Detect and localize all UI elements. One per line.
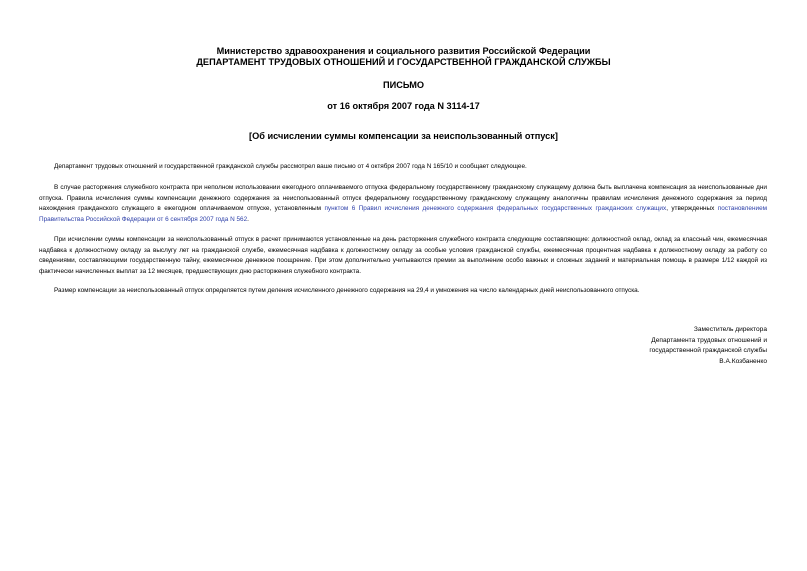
document-type: ПИСЬМО	[382, 80, 425, 90]
paragraph-1: Департамент трудовых отношений и государственной гражданской службы рассмотрел ваше письмо от 4 октября 2007 года N 165/10 и сообщает следующее.	[54, 163, 527, 170]
paragraph-2-text-a: В случае расторжения служебного контракта при неполном использовании ежегодного оплачиваемого отпуска федеральному государственному гражданскому служащему должна быть выплачена компенсация за неиспользованные дни отпуска. Правила исчисления суммы компенсации денежного содержания за неиспользованный отпуск федеральному государственному гражданскому служащему аналогичны правилам исчисления денежного содержания за период нахождения гражданского служащего в ежегодном оплачиваемом отпуске, установленным	[39, 184, 767, 213]
signature-department-line2: государственной гражданской службы	[649, 347, 767, 355]
link-government-decree[interactable]: постановлением Правительства Российской Федерации от 6 сентября 2007 года N 562	[39, 205, 768, 224]
department-title: ДЕПАРТАМЕНТ ТРУДОВЫХ ОТНОШЕНИЙ И ГОСУДАРСТВЕННОЙ ГРАЖДАНСКОЙ СЛУЖБЫ	[196, 57, 611, 67]
signature-name: В.А.Козбаненко	[719, 357, 767, 365]
signature-position: Заместитель директора	[693, 326, 767, 333]
document-date-number: от 16 октября 2007 года N 3114-17	[327, 101, 480, 111]
paragraph-4: Размер компенсации за неиспользованный отпуск определяется путем деления исчисленного денежного содержания на 29,4 и умножения на число календарных дней неиспользованного отпуска.	[54, 287, 640, 294]
link-rules-point-6[interactable]: пунктом 6 Правил исчисления денежного содержания федеральных государственных гражданских служащих	[324, 205, 667, 213]
paragraph-2-text-b: , утвержденных	[666, 205, 715, 213]
ministry-title: Министерство здравоохранения и социального развития Российской Федерации	[216, 46, 591, 56]
paragraph-2-text-c: .	[247, 216, 249, 224]
paragraph-3: При исчислении суммы компенсации за неиспользованный отпуск в расчет принимаются установленные на день расторжения служебного контракта следующие составляющие: должностной оклад, оклад за классный чин, ежемесячная надбавка к должностному окладу за выслугу лет на гражданской службе, ежемесячная надбавка к должностному окладу за особые условия гражданской службы, ежемесячная процентная надбавка к должностному окладу за работу со сведениями, составляющими государственную тайну, ежемесячное денежное поощрение. При этом дополнительно учитываются премии за выполнение особо важных и сложных заданий и материальная помощь в размере 1/12 каждой из фактически начисленных выплат за 12 месяцев, предшествующих дню расторжения служебного контракта.	[39, 236, 767, 276]
paragraph-2	[39, 183, 767, 226]
signature-block	[649, 325, 767, 367]
document-subject: [Об исчислении суммы компенсации за неиспользованный отпуск]	[249, 131, 558, 141]
signature-department-line1: Департамента трудовых отношений и	[651, 336, 767, 344]
